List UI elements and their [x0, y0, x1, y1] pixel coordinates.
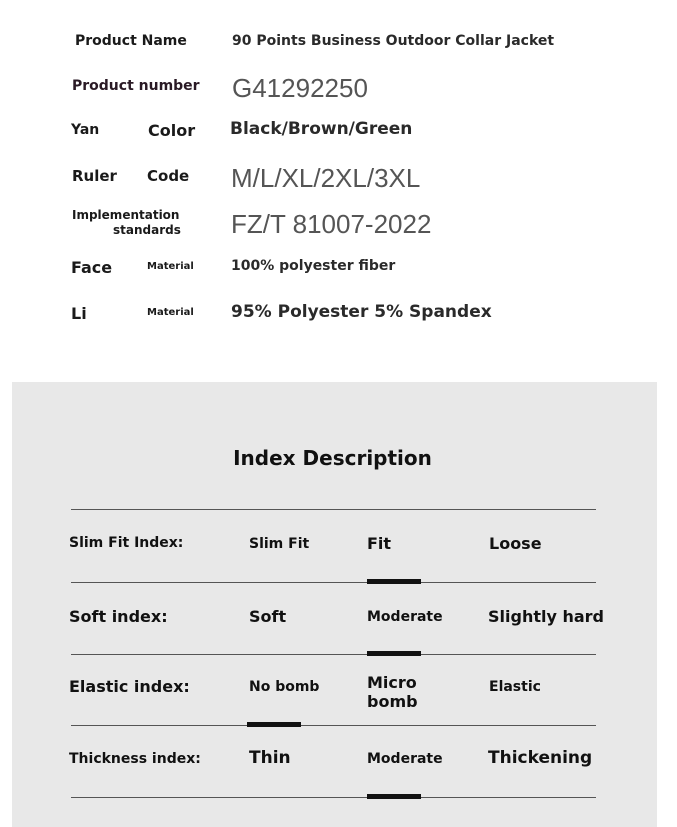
face-material-label: Material: [147, 261, 194, 272]
index-option: Soft: [249, 607, 287, 626]
index-selected-marker: [367, 651, 421, 656]
size-value: M/L/XL/2XL/3XL: [231, 163, 421, 193]
color-label-color: Color: [148, 121, 196, 140]
index-option: Thin: [249, 748, 291, 768]
index-option: Elastic: [489, 679, 541, 695]
standard-label-implementation: Implementation: [72, 208, 180, 222]
product-number-label: Product number: [72, 78, 200, 94]
index-option: Thickening: [488, 748, 593, 768]
divider: [71, 725, 596, 726]
index-row-label: Slim Fit Index:: [69, 535, 184, 551]
index-option: Moderate: [367, 751, 443, 767]
index-title: Index Description: [233, 446, 432, 470]
index-row-label: Soft index:: [69, 607, 168, 626]
divider: [71, 654, 596, 655]
standard-label-standards: standards: [113, 223, 181, 237]
index-selected-marker: [367, 579, 421, 584]
product-name-value: 90 Points Business Outdoor Collar Jacket: [232, 33, 555, 49]
size-label-ruler: Ruler: [72, 167, 117, 185]
divider: [71, 797, 596, 798]
color-value: Black/Brown/Green: [230, 119, 413, 139]
index-option: No bomb: [249, 679, 320, 695]
face-value: 100% polyester fiber: [231, 258, 396, 274]
size-label-code: Code: [147, 167, 190, 185]
product-name-label: Product Name: [75, 33, 187, 49]
divider: [71, 582, 596, 583]
lining-label: Li: [71, 304, 87, 323]
index-option: Moderate: [367, 609, 443, 625]
index-row-label: Thickness index:: [69, 751, 201, 767]
index-selected-marker: [367, 794, 421, 799]
product-number-value: G41292250: [232, 73, 368, 103]
index-option: Loose: [489, 534, 542, 553]
index-option: Micro bomb: [367, 673, 418, 711]
lining-material-label: Material: [147, 307, 194, 318]
index-selected-marker: [247, 722, 301, 727]
lining-value: 95% Polyester 5% Spandex: [231, 302, 492, 322]
standard-value: FZ/T 81007-2022: [231, 209, 432, 239]
index-option: Fit: [367, 534, 392, 553]
color-label-yan: Yan: [71, 122, 100, 138]
divider: [71, 509, 596, 510]
index-option: Slightly hard: [488, 607, 604, 626]
index-option: Slim Fit: [249, 536, 310, 552]
face-label: Face: [71, 258, 113, 277]
index-row-label: Elastic index:: [69, 677, 190, 696]
